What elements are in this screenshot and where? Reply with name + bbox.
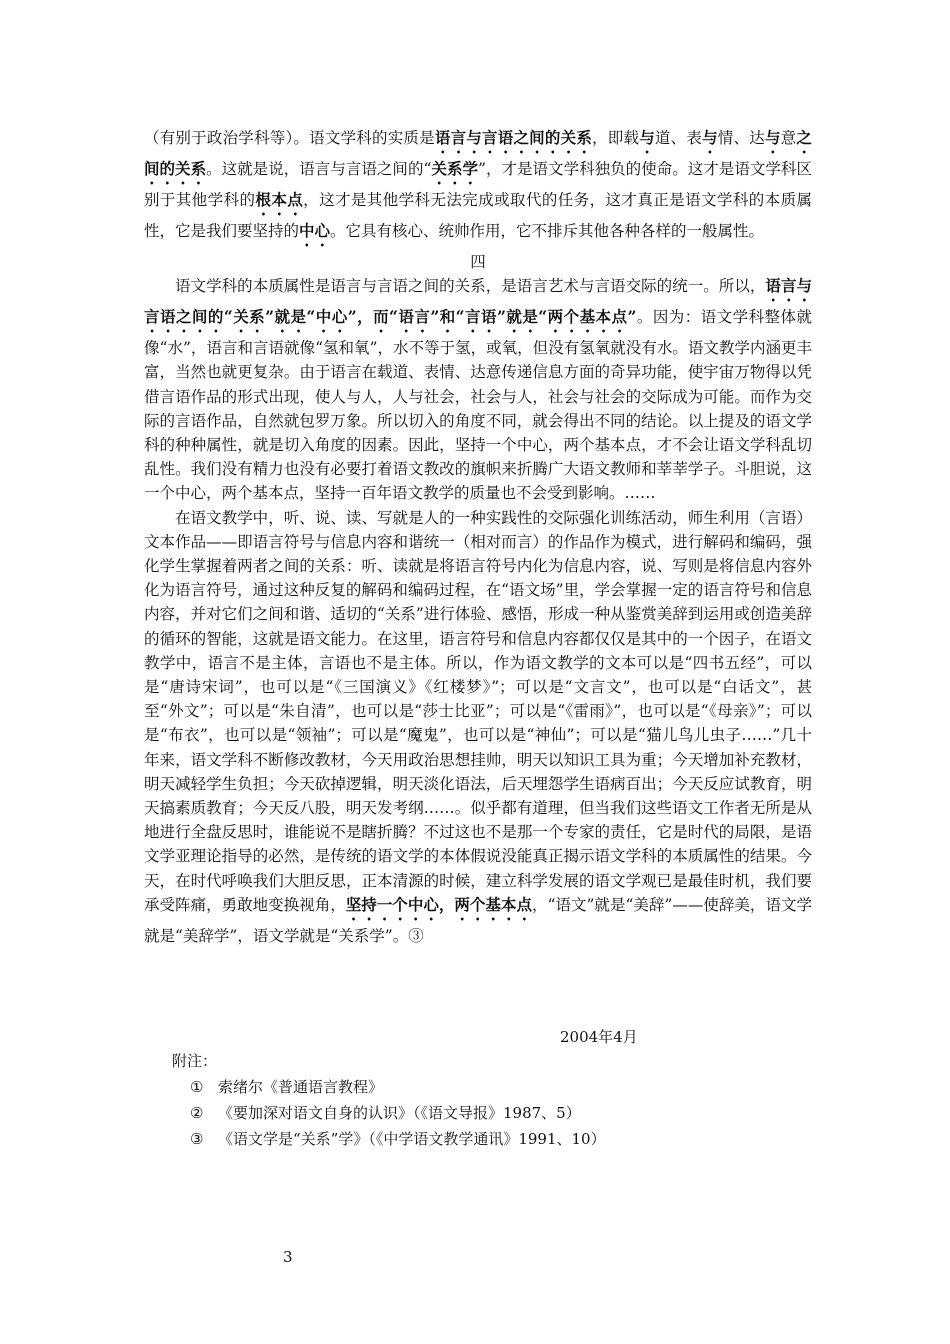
emphasis-text: 与 [639,128,655,147]
section-heading: 四 [470,253,486,271]
notes-title: 附注： [172,1052,218,1070]
emphasis-text: 中心 [299,221,331,240]
emphasis-text: 关系学 [431,159,478,178]
emphasis-text: 语言与言语之间的“关系”就是“中心”，而“语言”和“言语”就是“两个基本点” [144,276,812,327]
emphasis-text: 语言与言语之间的关系 [434,128,593,147]
page-number: 3 [283,1248,293,1266]
note-text: 《语文学是“关系”学》（《中学语文教学通讯》1991、10） [218,1130,606,1148]
note-number: ② [190,1104,204,1122]
note-item [190,1126,606,1152]
emphasis-text: 与 [702,128,718,147]
paragraph-2: 语文学科的本质属性是语言与言语之间的关系，是语言艺术与言语交际的统一。所以，语言与言语之间的“关系”就是“中心”，而“语言”和“言语”就是“两个基本点”。因为：语文学科整体就像“水”，语言和言语就像“氢和氧”，水不等于氢，或氧，但没有氢氧就没有水。语文教学内涵更丰富，当然也就更复杂。由于语言在载道、表情、达意传递信息方面的奇异功能，使宇宙万物得以凭借言语作品的形式出现，使人与人，人与社会，社会与人，社会与社会的交际成为可能。而作为交际的言语作品，自然就包罗万象。所以切入的角度不同，就会得出不同的结论。以上提及的语文学科的种种属性，就是切入角度的因素。因此，坚持一个中心，两个基本点，才不会让语文学科乱切乱性。我们没有精力也没有必要打着语文教改的旗帜来折腾广大语文教师和莘莘学子。斗胆说，这一个中心，两个基本点，坚持一百年语文教学的质量也不会受到影响。…… [144,276,812,503]
body-text [144,126,812,948]
date: 2004年4月 [560,1028,638,1046]
emphasis-text: 与 [764,128,781,147]
note-number: ① [190,1078,204,1096]
paragraph-1: （有别于政治学科等）。语文学科的实质是语言与言语之间的关系，即载与道、表与情、达与意之间的关系。这就是说，语言与言语之间的“关系学”，才是语文学科独负的使命。这才是语文学科区别于其他学科的根本点，这才是其他学科无法完成或取代的任务，这才真正是语文学科的本质属性，它是我们要坚持的中心。它具有核心、统帅作用，它不排斥其他各种各样的一般属性。 [144,128,812,240]
emphasis-text: 坚持一个中心，两个基本点 [345,894,532,914]
emphasis-text: 之间的关系 [144,128,812,178]
note-number: ③ [190,1130,204,1148]
notes-list [190,1074,606,1152]
paragraph-3: 在语文教学中，听、说、读、写就是人的一种实践性的交际强化训练活动，师生利用（言语）文本作品——即语言符号与信息内容和谐统一（相对而言）的作品作为模式，进行解码和编码，强化学生掌握着两者之间的关系：听、读就是将语言符号内化为信息内容，说、写则是将信息内容外化为语言符号，通过这种反复的解码和编码过程，在“语文场”里，学会掌握一定的语言符号和信息内容，并对它们之间和谐、适切的“关系”进行体验、感悟，形成一种从鉴赏美辞到运用或创造美辞的循环的智能，这就是语文能力。在这里，语言符号和信息内容都仅仅是其中的一个因子，在语文教学中，语言不是主体，言语也不是主体。所以，作为语文教学的文本可以是“四书五经”，可以是“唐诗宋词”，也可以是“《三国演义》《红楼梦》”；可以是“文言文”，也可以是“白话文”，甚至“外文”；可以是“朱自清”，也可以是“莎士比亚”；可以是“《雷雨》”，也可以是“《母亲》”；可以是“布衣”，也可以是“领袖”；可以是“魔鬼”，也可以是“神仙”；可以是“猫儿鸟儿虫子……”几十年来，语文学科不断修改教材，今天用政治思想挂帅，明天以知识工具为重；今天增加补充教材，明天减轻学生负担；今天砍掉逻辑，明天淡化语法，后天埋怨学生语病百出；今天反应试教育，明天搞素质教育；今天反八股，明天发考纲……。似乎都有道理，但当我们这些语文工作者无所是从地进行全盘反思时，谁能说不是瞎折腾？不过这也不是那一个专家的责任，它是时代的局限，是语文学亚理论指导的必然，是传统的语文学的本体假说没能真正揭示语文学科的本质属性的结果。今天，在时代呼唤我们大胆反思，正本清源的时候，建立科学发展的语文学观已是最佳时机，我们要承受阵痛，勇敢地变换视角，坚持一个中心，两个基本点，“语文”就是“美辞”——使辞美，语文学就是“美辞学”，语文学就是“关系学”。③ [144,508,812,945]
emphasis-text: 根本点 [255,190,304,209]
note-item [190,1074,606,1100]
note-text: 《要加深对语文自身的认识》（《语文导报》1987、5） [218,1104,581,1122]
note-item [190,1100,606,1126]
note-text: 索绪尔《普通语言教程》 [218,1078,384,1096]
